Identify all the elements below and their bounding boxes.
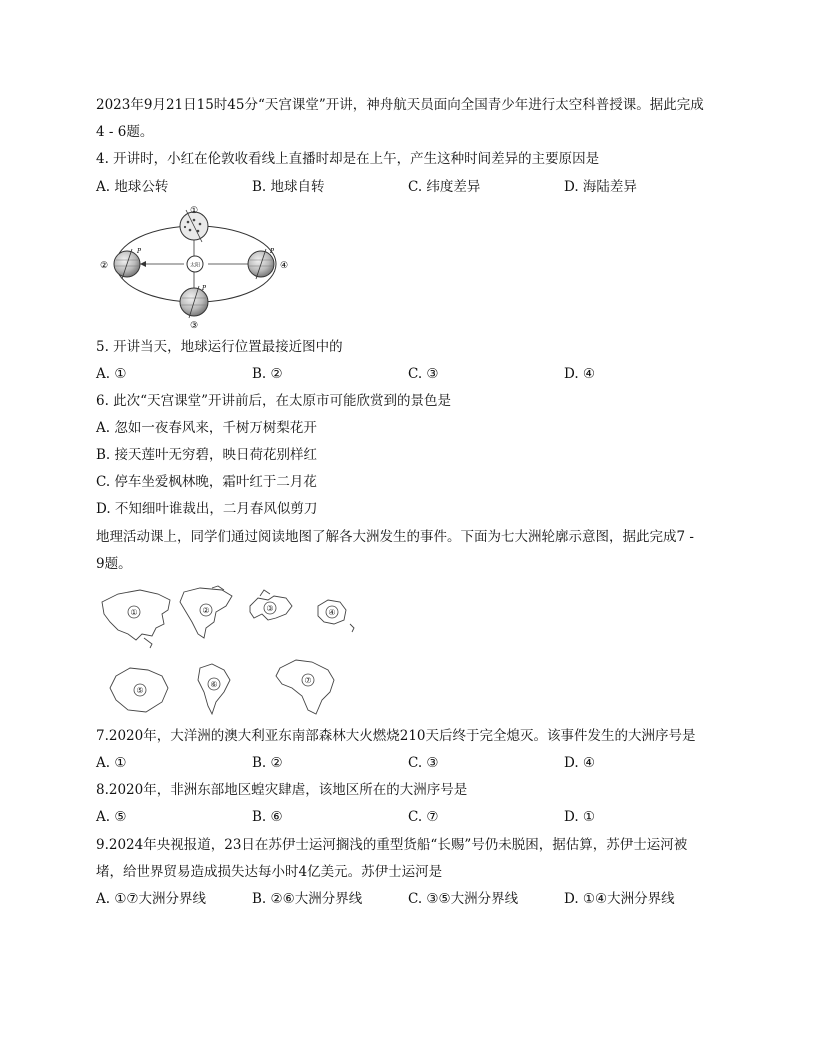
arrow-head-left bbox=[140, 261, 146, 267]
q8-option-a[interactable]: A. ⑤ bbox=[96, 809, 127, 825]
q6-option-b[interactable]: B. 接天莲叶无穷碧，映日荷花别样红 bbox=[96, 447, 318, 463]
question-5-stem: 5. 开讲当天，地球运行位置最接近图中的 bbox=[96, 339, 343, 355]
q7-option-a[interactable]: A. ① bbox=[96, 755, 127, 771]
q9-option-b[interactable]: B. ②⑥大洲分界线 bbox=[252, 891, 363, 907]
q4-option-d[interactable]: D. 海陆差异 bbox=[564, 179, 637, 195]
continent-label-5: ⑤ bbox=[136, 686, 144, 695]
question-4-stem: 4. 开讲时，小红在伦敦收看线上直播时却是在上午，产生这种时间差异的主要原因是 bbox=[96, 151, 600, 167]
q7-option-d[interactable]: D. ④ bbox=[564, 755, 596, 771]
label-3: ③ bbox=[189, 321, 199, 331]
question-9-stem-line-2: 堵，给世界贸易造成损失达每小时4亿美元。苏伊士运河是 bbox=[96, 864, 443, 880]
continent-africa-outline bbox=[276, 660, 334, 714]
label-1: ① bbox=[189, 206, 199, 216]
label-2: ② bbox=[99, 261, 109, 271]
q6-option-a[interactable]: A. 忽如一夜春风来，千树万树梨花开 bbox=[96, 420, 317, 436]
continent-label-3: ③ bbox=[266, 604, 274, 613]
continent-label-2: ② bbox=[202, 606, 210, 615]
q8-option-b[interactable]: B. ⑥ bbox=[252, 809, 283, 825]
q7-option-b[interactable]: B. ② bbox=[252, 755, 283, 771]
q5-option-d[interactable]: D. ④ bbox=[564, 366, 596, 382]
q8-option-d[interactable]: D. ① bbox=[564, 809, 596, 825]
intro-1-line-2: 4 - 6题。 bbox=[96, 124, 154, 140]
q4-option-c[interactable]: C. 纬度差异 bbox=[408, 179, 481, 195]
q7-option-c[interactable]: C. ③ bbox=[408, 755, 439, 771]
pole-label-right: P bbox=[270, 248, 275, 255]
continent-label-1: ① bbox=[130, 608, 138, 617]
q9-option-d[interactable]: D. ①④大洲分界线 bbox=[564, 891, 675, 907]
continent-label-7: ⑦ bbox=[304, 676, 312, 685]
q8-option-c[interactable]: C. ⑦ bbox=[408, 809, 439, 825]
intro-2-line-1: 地理活动课上，同学们通过阅读地图了解各大洲发生的事件。下面为七大洲轮廓示意图，据此完成7 - bbox=[96, 529, 694, 545]
question-7-stem: 7.2020年，大洋洲的澳大利亚东南部森林大火燃烧210天后终于完全熄灭。该事件发生的大洲序号是 bbox=[96, 728, 696, 744]
q4-option-a[interactable]: A. 地球公转 bbox=[96, 179, 169, 195]
q6-option-d[interactable]: D. 不知细叶谁裁出，二月春风似剪刀 bbox=[96, 501, 318, 517]
q5-option-c[interactable]: C. ③ bbox=[408, 366, 439, 382]
q5-option-a[interactable]: A. ① bbox=[96, 366, 127, 382]
continent-label-6: ⑥ bbox=[210, 680, 218, 689]
intro-1-line-1: 2023年9月21日15时45分“天宫课堂”开讲，神舟航天员面向全国青少年进行太空科普授课。据此完成 bbox=[96, 97, 704, 113]
question-9-stem-line-1: 9.2024年央视报道，23日在苏伊士运河搁浅的重型货船“长赐”号仍未脱困，据估算，苏伊士运河被 bbox=[96, 837, 688, 853]
q9-option-a[interactable]: A. ①⑦大洲分界线 bbox=[96, 891, 207, 907]
continents-figure bbox=[96, 584, 368, 720]
sun-label: 太阳 bbox=[189, 262, 201, 269]
earth-orbit-figure bbox=[94, 204, 294, 332]
q5-option-b[interactable]: B. ② bbox=[252, 366, 283, 382]
q9-option-c[interactable]: C. ③⑤大洲分界线 bbox=[408, 891, 519, 907]
question-8-stem: 8.2020年，非洲东部地区蝗灾肆虐，该地区所在的大洲序号是 bbox=[96, 782, 468, 798]
question-6-stem: 6. 此次“天宫课堂”开讲前后，在太原市可能欣赏到的景色是 bbox=[96, 393, 451, 409]
pole-label-left: P bbox=[137, 248, 142, 255]
q6-option-c[interactable]: C. 停车坐爱枫林晚，霜叶红于二月花 bbox=[96, 474, 317, 490]
earth-orbit-diagram bbox=[94, 204, 294, 332]
intro-2-line-2: 9题。 bbox=[96, 556, 132, 572]
label-4: ④ bbox=[279, 261, 289, 271]
q4-option-b[interactable]: B. 地球自转 bbox=[252, 179, 325, 195]
continent-label-4: ④ bbox=[328, 608, 336, 617]
continents-diagram bbox=[96, 584, 368, 720]
pole-label-bottom: P bbox=[202, 285, 207, 292]
